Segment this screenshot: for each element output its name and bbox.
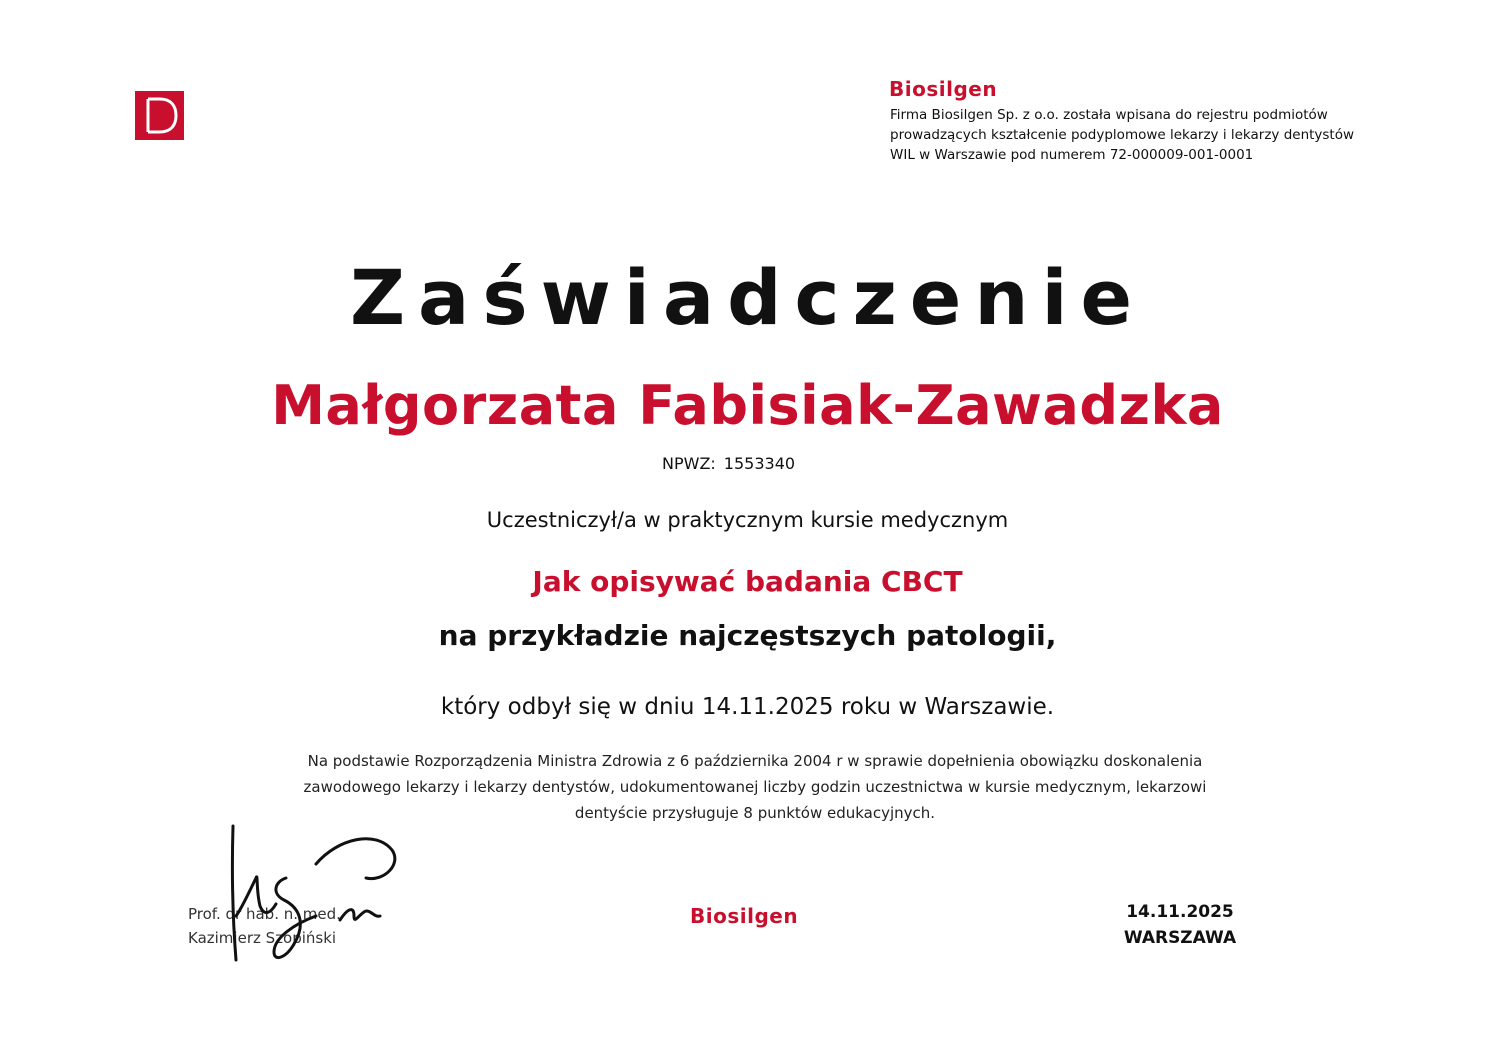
- footer-brand-logo: Biosilgen: [690, 904, 799, 928]
- certificate-title: Zaświadczenie: [349, 253, 1146, 342]
- issue-date: 14.11.2025: [1126, 902, 1234, 922]
- registry-line: WIL w Warszawie pod numerem 72-000009-001-0001: [890, 147, 1254, 163]
- npwz-line: [662, 453, 803, 475]
- participation-statement: Uczestniczył/a w praktycznym kursie medycznym: [486, 508, 1009, 532]
- course-subtitle: na przykładzie najczęstszych patologii,: [438, 619, 1057, 652]
- legal-line: dentyście przysługuje 8 punktów edukacyjnych.: [574, 804, 936, 822]
- registry-line: prowadzących kształcenie podyplomowe lekarzy i lekarzy dentystów: [890, 127, 1355, 143]
- npwz-value: 1553340: [723, 454, 796, 473]
- handwritten-signature-icon: [170, 820, 410, 970]
- d-logo-icon: [135, 91, 184, 140]
- course-date-place: który odbył się w dniu 14.11.2025 roku w Warszawie.: [440, 694, 1055, 720]
- legal-line: zawodowego lekarzy i lekarzy dentystów, udokumentowanej liczby godzin uczestnictwa w kursie medycznym, lekarzowi: [303, 778, 1207, 796]
- npwz-label: NPWZ:: [662, 454, 716, 473]
- signer-title: Prof. dr hab. n. med.: [188, 905, 341, 923]
- course-title: Jak opisywać badania CBCT: [532, 565, 963, 598]
- registry-info: [890, 105, 1410, 165]
- header-brand-logo: Biosilgen: [889, 77, 998, 101]
- issue-city: WARSZAWA: [1123, 928, 1237, 948]
- legal-line: Na podstawie Rozporządzenia Ministra Zdrowia z 6 października 2004 r w sprawie dopełnienia obowiązku doskonalenia: [307, 752, 1203, 770]
- issue-date-block: [1100, 899, 1260, 951]
- recipient-name: Małgorzata Fabisiak-Zawadzka: [271, 374, 1224, 437]
- signer-name: Kazimierz Szopiński: [188, 929, 337, 947]
- registry-line: Firma Biosilgen Sp. z o.o. została wpisana do rejestru podmiotów: [890, 107, 1328, 123]
- legal-basis-text: [230, 748, 1280, 826]
